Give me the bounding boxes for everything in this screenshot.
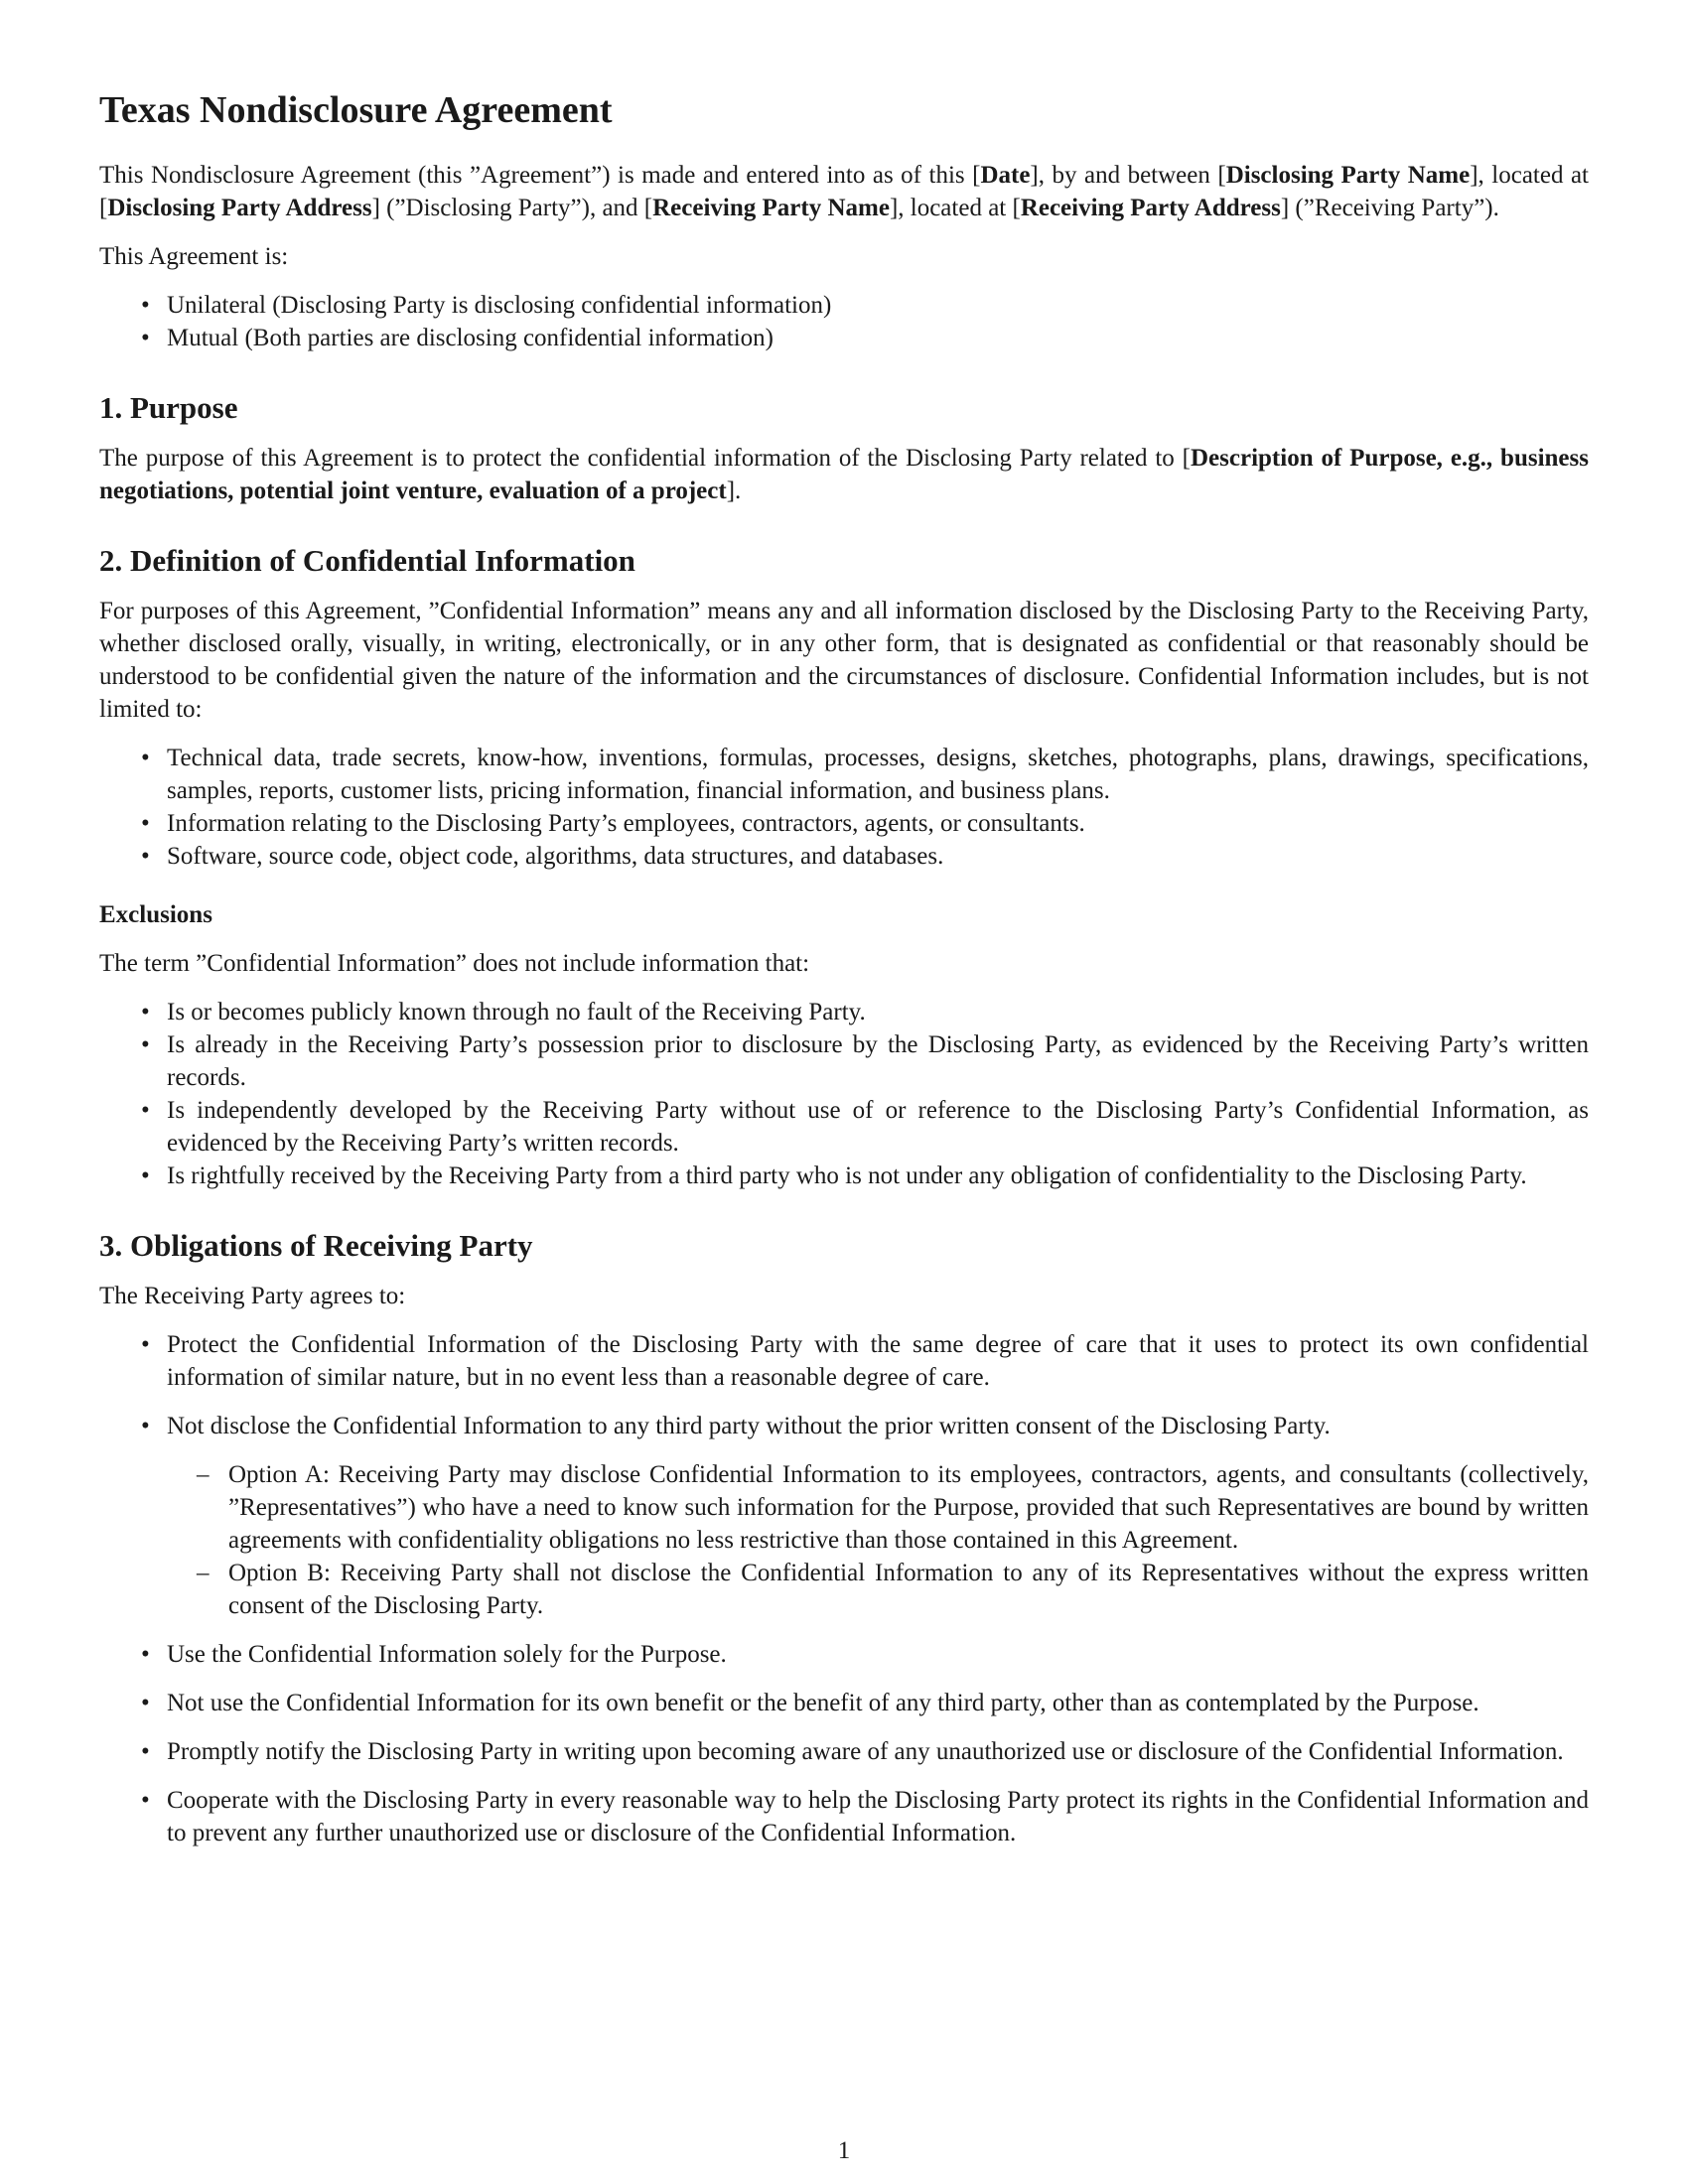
definition-paragraph: For purposes of this Agreement, ”Confidential Information” means any and all information disclosed by the Disclosing Party to the Receiving Party, whether disclosed orally, visually, in writing, electronically, or in any other form, that is designated as confidential or that reasonably should be understood to be confidential given the nature of the information and the circumstances of disclosure. Confidential Information includes, but is not limited to: xyxy=(99,598,1589,723)
section-heading-obligations: 3. Obligations of Receiving Party xyxy=(99,1228,533,1263)
document-title: Texas Nondisclosure Agreement xyxy=(99,89,613,131)
date-placeholder: Date xyxy=(980,162,1031,189)
obligations-lead: The Receiving Party agrees to: xyxy=(99,1283,406,1309)
list-item: • Is already in the Receiving Party’s possession prior to disclosure by the Disclosing Party, as evidenced by the Receiving Party’s written records. xyxy=(99,1028,1589,1094)
disclosure-options-list xyxy=(167,1458,1589,1622)
exclusions-list xyxy=(99,996,1589,1192)
list-item: • Unilateral (Disclosing Party is disclosing confidential information) xyxy=(99,289,1589,322)
option-a-item: – Option A: Receiving Party may disclose Confidential Information to its employees, contractors, agents, and consultants (collectively, ”Representatives”) who have a need to know such information for the Purpose, provided that such Representatives are bound by written agreements with confidentiality obligations no less restrictive than those contained in this Agreement. xyxy=(167,1458,1589,1557)
subsection-heading-exclusions: Exclusions xyxy=(99,901,212,928)
disclosing-party-name-placeholder: Disclosing Party Name xyxy=(1225,162,1471,189)
list-item: • Not disclose the Confidential Information to any third party without the prior written consent of the Disclosing Party. – Option A: Receiving Party may disclose Confidential Information to its employees, contractors, agents, and consultants (collectively, ”Representatives”) who have a need to know such information for the Purpose, provided that such Representatives are bound by written agreements with confidentiality obligations no less restrictive than those contained in this Agreement. – Option B: Receiving Party shall not disclose the Confidential Information to any of its Representatives without the express written consent of the Disclosing Party. xyxy=(99,1410,1589,1622)
list-item: • Is or becomes publicly known through no fault of the Receiving Party. xyxy=(99,996,1589,1028)
purpose-paragraph: The purpose of this Agreement is to protect the confidential information of the Disclosing Party related to [Description of Purpose, e.g., business negotiations, potential joint venture, evaluation of a project]. xyxy=(99,445,1589,504)
list-item: • Is independently developed by the Receiving Party without use of or reference to the Disclosing Party’s Confidential Information, as evidenced by the Receiving Party’s written records. xyxy=(99,1094,1589,1160)
list-item: • Cooperate with the Disclosing Party in every reasonable way to help the Disclosing Party protect its rights in the Confidential Information and to prevent any further unauthorized use or disclosure of the Confidential Information. xyxy=(99,1784,1589,1849)
exclusions-lead: The term ”Confidential Information” does not include information that: xyxy=(99,950,810,977)
list-item: • Mutual (Both parties are disclosing confidential information) xyxy=(99,322,1589,354)
list-item: • Software, source code, object code, algorithms, data structures, and databases. xyxy=(99,840,1589,873)
purpose-placeholder: Description of Purpose, e.g., business negotiations, potential joint venture, evaluation of a project xyxy=(99,445,1589,504)
list-item: • Technical data, trade secrets, know-how, inventions, formulas, processes, designs, sketches, photographs, plans, drawings, specifications, samples, reports, customer lists, pricing information, financial information, and business plans. xyxy=(99,742,1589,807)
option-b-item: – Option B: Receiving Party shall not disclose the Confidential Information to any of its Representatives without the express written consent of the Disclosing Party. xyxy=(167,1557,1589,1622)
list-item: • Protect the Confidential Information of the Disclosing Party with the same degree of care that it uses to protect its own confidential information of similar nature, but in no event less than a reasonable degree of care. xyxy=(99,1328,1589,1394)
agreement-type-lead: This Agreement is: xyxy=(99,243,289,270)
disclosing-party-address-placeholder: Disclosing Party Address xyxy=(107,195,372,221)
page-number: 1 xyxy=(837,2137,851,2164)
agreement-type-list xyxy=(99,289,1589,354)
receiving-party-address-placeholder: Receiving Party Address xyxy=(1020,195,1281,221)
list-item: • Not use the Confidential Information for its own benefit or the benefit of any third party, other than as contemplated by the Purpose. xyxy=(99,1687,1589,1719)
list-item: • Use the Confidential Information solely for the Purpose. xyxy=(99,1638,1589,1671)
section-heading-purpose: 1. Purpose xyxy=(99,390,238,425)
obligations-list xyxy=(99,1328,1589,1849)
intro-paragraph: This Nondisclosure Agreement (this ”Agreement”) is made and entered into as of this [Date], by and between [Disclosing Party Name], located at [Disclosing Party Address] (”Disclosing Party”), and [Receiving Party Name], located at [Receiving Party Address] (”Receiving Party”). xyxy=(99,162,1589,221)
list-item: • Is rightfully received by the Receiving Party from a third party who is not under any obligation of confidentiality to the Disclosing Party. xyxy=(99,1160,1589,1192)
list-item: • Promptly notify the Disclosing Party in writing upon becoming aware of any unauthorized use or disclosure of the Confidential Information. xyxy=(99,1735,1589,1768)
list-item: • Information relating to the Disclosing Party’s employees, contractors, agents, or consultants. xyxy=(99,807,1589,840)
confidential-info-list xyxy=(99,742,1589,873)
document-page xyxy=(99,87,1589,1865)
section-heading-definition: 2. Definition of Confidential Information xyxy=(99,543,635,578)
receiving-party-name-placeholder: Receiving Party Name xyxy=(652,195,890,221)
